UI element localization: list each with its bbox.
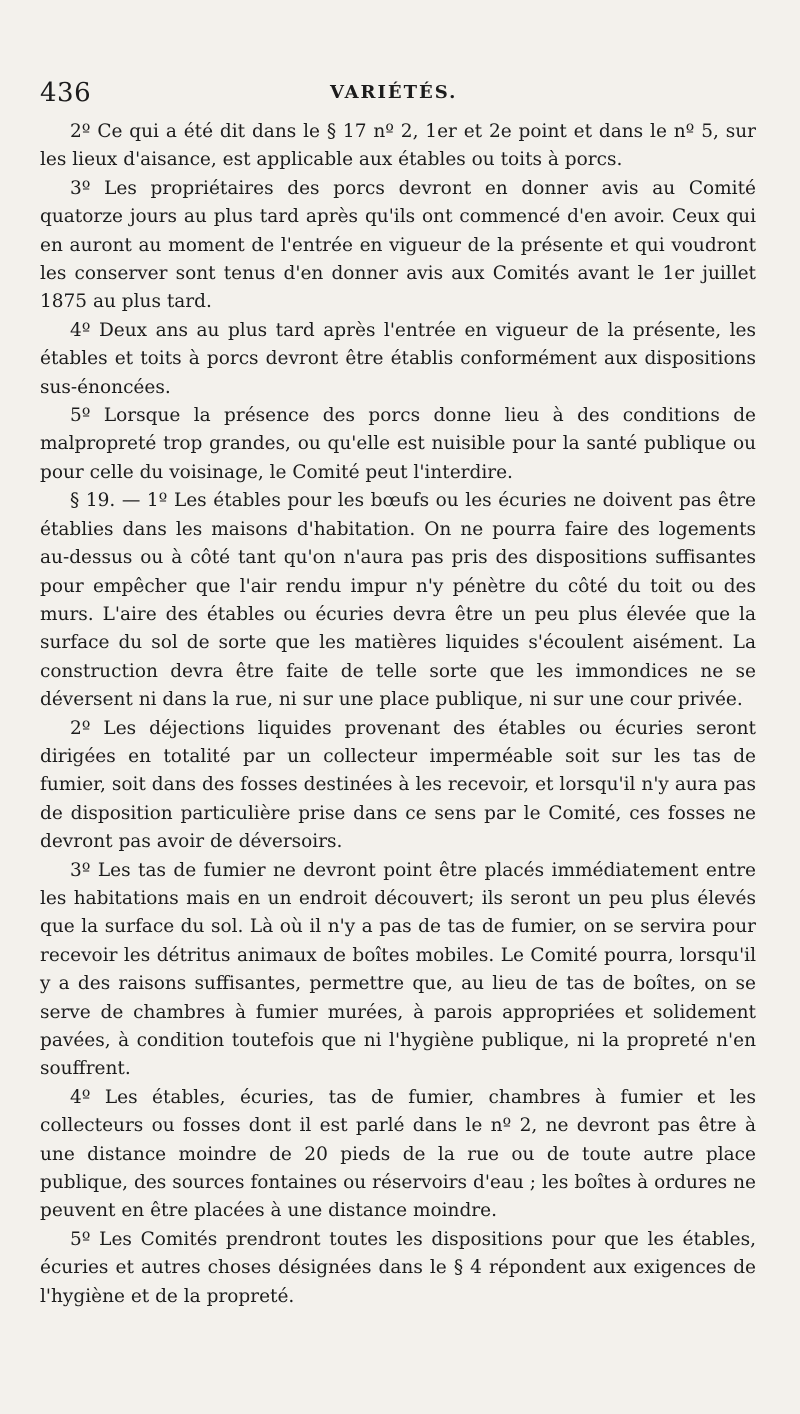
paragraph-distances: 4º Les étables, écuries, tas de fumier, chambres à fumier et les collecteurs ou fosses dont il est parlé dans le nº 2, ne devront pas être à une distance moindre de 20 pieds de la rue ou de toute autre place publique, des sources fontaines ou réservoirs d'eau ; les boîtes à ordures ne peuvent en être placées à une distance moindre.	[40, 1086, 756, 1222]
paragraph-prohibition: 5º Lorsque la présence des porcs donne lieu à des conditions de malpropreté trop grandes, ou qu'elle est nuisible pour la santé publique ou pour celle du voisinage, le Comité peut l'interdire.	[40, 405, 756, 483]
running-title: VARIÉTÉS.	[330, 82, 458, 103]
page-header	[40, 74, 780, 114]
paragraph-two-years: 4º Deux ans au plus tard après l'entrée en vigueur de la présente, les étables et toits à porcs devront être établis conformément aux dispositions sus-énoncées.	[40, 319, 756, 398]
page-number: 436	[40, 78, 92, 108]
paragraph-pigsty-latrines: 2º Ce qui a été dit dans le § 17 nº 2, 1er et 2e point et dans le nº 5, sur les lieux d'aisance, est applicable aux étables ou toits à porcs.	[40, 121, 756, 171]
paragraph-committees: 5º Les Comités prendront toutes les dispositions pour que les étables, écuries et autres choses désignées dans le § 4 répondent aux exigences de l'hygiène et de la propreté.	[40, 1228, 756, 1307]
body-text	[40, 118, 756, 1311]
paragraph-manure-heaps: 3º Les tas de fumier ne devront point être placés immédiatement entre les habitations mais en un endroit découvert; ils seront un peu plus élevés que la surface du sol. Là où il n'y a pas de tas de fumier, on se servira pour recevoir les détritus animaux de boîtes mobiles. Le Comité pourra, lorsqu'il y a des raisons suffisantes, permettre que, au lieu de tas de boîtes, on se serve de chambres à fumier murées, à parois appropriées et solidement pavées, à condition toutefois que ni l'hygiène publique, ni la propreté n'en souffrent.	[40, 859, 756, 1080]
paragraph-liquid-waste: 2º Les déjections liquides provenant des étables ou écuries seront dirigées en totalité par un collecteur imperméable soit sur les tas de fumier, soit dans des fosses destinées à les recevoir, et lorsqu'il n'y aura pas de disposition particulière prise dans ce sens par le Comité, ces fosses ne devront pas avoir de déversoirs.	[40, 717, 756, 853]
paragraph-pig-notice: 3º Les propriétaires des porcs devront en donner avis au Comité quatorze jours au plus tard après qu'ils ont commencé d'en avoir. Ceux qui en auront au moment de l'entrée en vigueur de la présente et qui voudront les conserver sont tenus d'en donner avis aux Comités avant le 1er juillet 1875 au plus tard.	[40, 177, 756, 313]
paragraph-section-19: § 19. — 1º Les étables pour les bœufs ou les écuries ne doivent pas être établies dans les maisons d'habitation. On ne pourra faire des logements au-dessus ou à côté tant qu'on n'aura pas pris des dispositions suffisantes pour empêcher que l'air rendu impur n'y pénètre du côté du toit ou des murs. L'aire des étables ou écuries devra être un peu plus élevée que la surface du sol de sorte que les matières liquides s'écoulent aisément. La construction devra être faite de telle sorte que les immondices ne se déversent ni dans la rue, ni sur une place publique, ni sur une cour privée.	[40, 490, 756, 711]
